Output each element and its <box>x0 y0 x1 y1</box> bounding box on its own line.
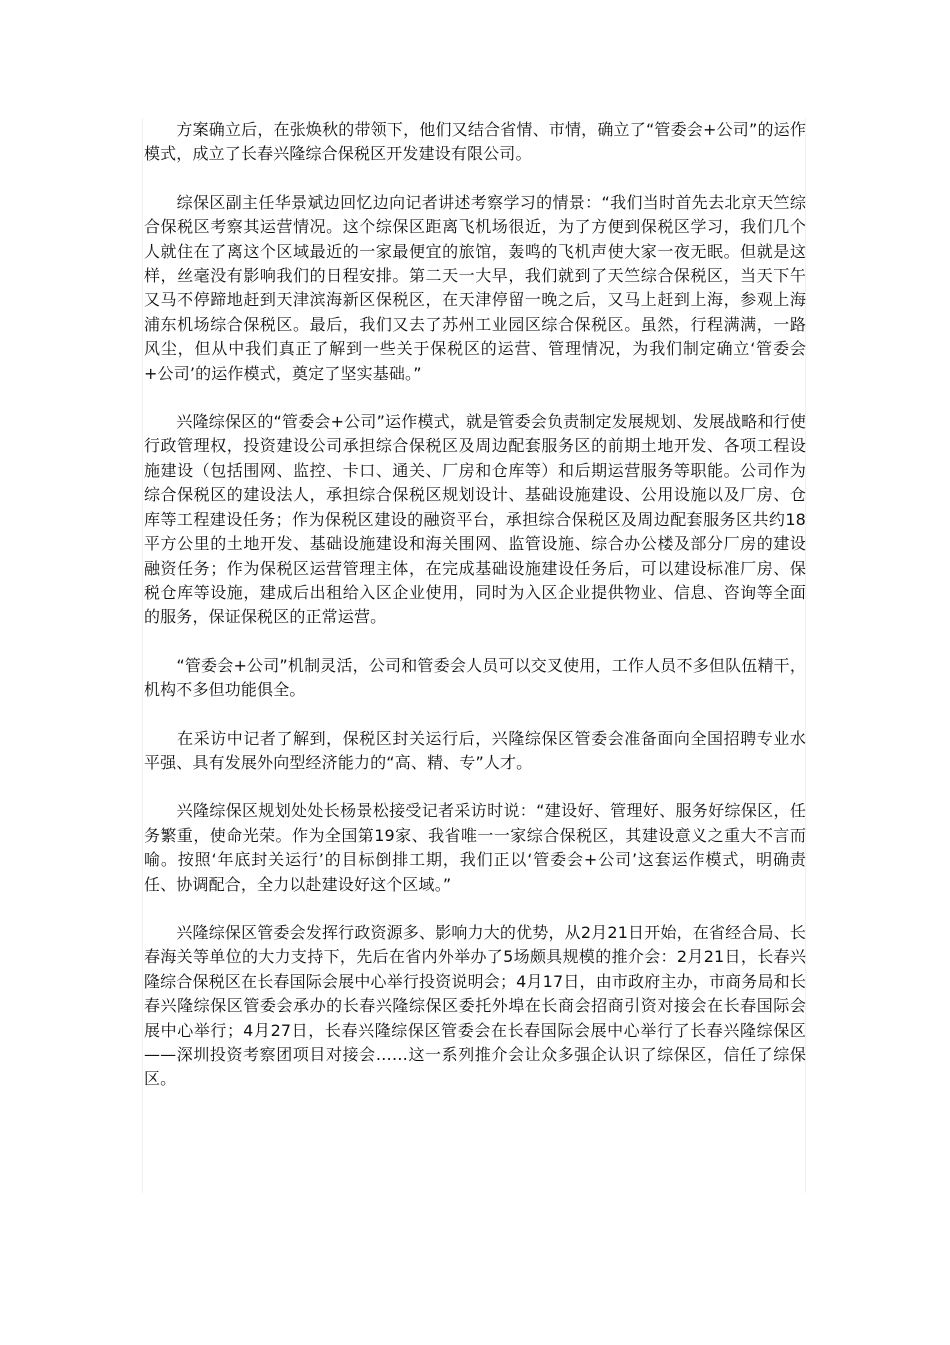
paragraph-6: 兴隆综保区规划处处长杨景松接受记者采访时说：“建设好、管理好、服务好综保区，任务繁重，使命光荣。作为全国第19家、我省唯一一家综合保税区，其建设意义之重大不言而喻。按照‘年底封关运行’的目标倒排工期，我们正以‘管委会+公司’这套运作模式，明确责任、协调配合，全力以赴建设好这个区域。” <box>144 801 806 894</box>
paragraph-3: 兴隆综保区的“管委会+公司”运作模式，就是管委会负责制定发展规划、发展战略和行使行政管理权，投资建设公司承担综合保税区及周边配套服务区的前期土地开发、各项工程设施建设（包括围网、监控、卡口、通关、厂房和仓库等）和后期运营服务等职能。公司作为综合保税区的建设法人，承担综合保税区规划设计、基础设施建设、公用设施以及厂房、仓库等工程建设任务；作为保税区建设的融资平台，承担综合保税区及周边配套服务区共约18平方公里的土地开发、基础设施建设和海关围网、监管设施、综合办公楼及部分厂房的建设融资任务；作为保税区运营管理主体，在完成基础设施建设任务后，可以建设标准厂房、保税仓库等设施，建成后出租给入区企业使用，同时为入区企业提供物业、信息、咨询等全面的服务，保证保税区的正常运营。 <box>144 412 806 627</box>
paragraph-4: “管委会+公司”机制灵活，公司和管委会人员可以交叉使用，工作人员不多但队伍精干，机构不多但功能俱全。 <box>144 655 806 700</box>
paragraph-2: 综保区副主任华景斌边回忆边向记者讲述考察学习的情景：“我们当时首先去北京天竺综合保税区考察其运营情况。这个综保区距离飞机场很近，为了方便到保税区学习，我们几个人就住在了离这个区域最近的一家最便宜的旅馆，轰鸣的飞机声使大家一夜无眠。但就是这样，丝毫没有影响我们的日程安排。第二天一大早，我们就到了天竺综合保税区，当天下午又马不停蹄地赶到天津滨海新区保税区，在天津停留一晚之后，又马上赶到上海，参观上海浦东机场综合保税区。最后，我们又去了苏州工业园区综合保税区。虽然，行程满满，一路风尘，但从中我们真正了解到一些关于保税区的运营、管理情况，为我们制定确立‘管委会+公司’的运作模式，奠定了坚实基础。” <box>144 192 806 383</box>
article-body <box>144 118 806 1092</box>
paragraph-5: 在采访中记者了解到，保税区封关运行后，兴隆综保区管委会准备面向全国招聘专业水平强、具有发展外向型经济能力的“高、精、专”人才。 <box>144 728 806 772</box>
paragraph-1: 方案确立后，在张焕秋的带领下，他们又结合省情、市情，确立了“管委会+公司”的运作模式，成立了长春兴隆综合保税区开发建设有限公司。 <box>144 120 806 164</box>
paragraph-7: 兴隆综保区管委会发挥行政资源多、影响力大的优势，从2月21日开始，在省经合局、长春海关等单位的大力支持下，先后在省内外举办了5场颇具规模的推介会：2月21日，长春兴隆综合保税区在长春国际会展中心举行投资说明会；4月17日，由市政府主办，市商务局和长春兴隆综保区管委会承办的长春兴隆综保区委托外埠在长商会招商引资对接会在长春国际会展中心举行；4月27日，长春兴隆综保区管委会在长春国际会展中心举行了长春兴隆综保区——深圳投资考察团项目对接会……这一系列推介会让众多强企认识了综保区，信任了综保区。 <box>144 922 806 1089</box>
